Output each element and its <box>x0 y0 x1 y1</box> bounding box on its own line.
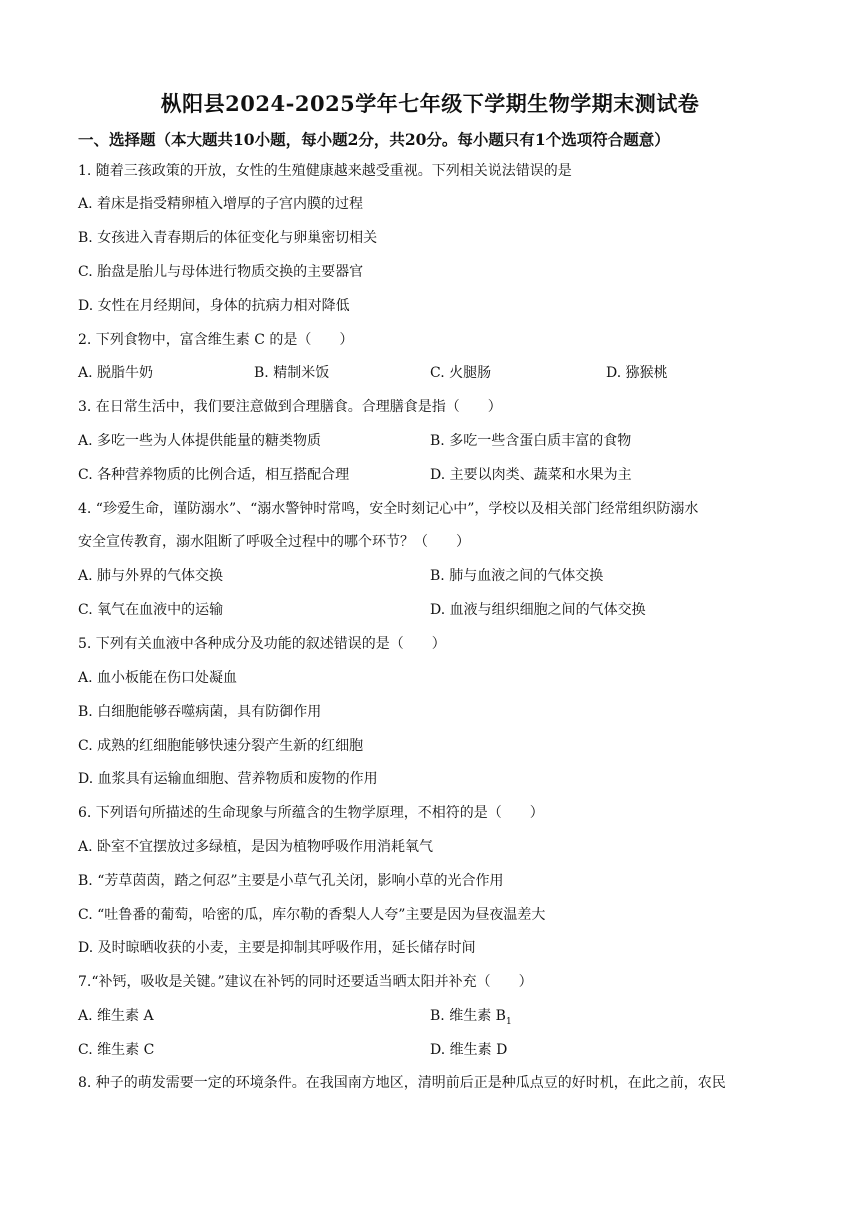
question-5-option-b: B. 白细胞能够吞噬病菌，具有防御作用 <box>78 704 322 720</box>
question-5-stem: 5. 下列有关血液中各种成分及功能的叙述错误的是（ ） <box>78 636 446 652</box>
question-2-option-c: C. 火腿肠 <box>430 365 492 381</box>
question-1-option-c: C. 胎盘是胎儿与母体进行物质交换的主要器官 <box>78 264 364 280</box>
question-3-option-c: C. 各种营养物质的比例合适，相互搭配合理 <box>78 467 350 483</box>
question-6-option-c: C. “吐鲁番的葡萄，哈密的瓜，库尔勒的香梨人人夸”主要是因为昼夜温差大 <box>78 907 546 923</box>
question-1-option-b: B. 女孩进入青春期后的体征变化与卵巢密切相关 <box>78 230 378 246</box>
question-2-option-d: D. 猕猴桃 <box>606 365 668 381</box>
question-1-option-d: D. 女性在月经期间，身体的抗病力相对降低 <box>78 298 350 314</box>
subscript: 1 <box>505 1016 512 1027</box>
question-6-option-b: B. “芳草茵茵，踏之何忍”主要是小草气孔关闭，影响小草的光合作用 <box>78 873 504 889</box>
page-title: 枞阳县2024-2025学年七年级下学期生物学期末测试卷 <box>160 91 700 116</box>
question-4-stem-line-2: 安全宣传教育，溺水阻断了呼吸全过程中的哪个环节？（ ） <box>78 534 470 550</box>
question-6-option-d: D. 及时晾晒收获的小麦，主要是抑制其呼吸作用，延长储存时间 <box>78 940 476 956</box>
question-4-option-b: B. 肺与血液之间的气体交换 <box>430 568 604 584</box>
question-6-option-a: A. 卧室不宜摆放过多绿植，是因为植物呼吸作用消耗氧气 <box>78 839 434 855</box>
question-3-option-b: B. 多吃一些含蛋白质丰富的食物 <box>430 433 632 449</box>
question-7-option-d: D. 维生素 D <box>430 1042 508 1058</box>
question-5-option-d: D. 血浆具有运输血细胞、营养物质和废物的作用 <box>78 771 378 787</box>
question-3-stem: 3. 在日常生活中，我们要注意做到合理膳食。合理膳食是指（ ） <box>78 399 502 415</box>
question-1-option-a: A. 着床是指受精卵植入增厚的子宫内膜的过程 <box>78 196 364 212</box>
question-4-option-c: C. 氧气在血液中的运输 <box>78 602 224 618</box>
question-7-option-c: C. 维生素 C <box>78 1042 155 1058</box>
question-2-stem: 2. 下列食物中，富含维生素 C 的是（ ） <box>78 332 354 348</box>
question-4-option-d: D. 血液与组织细胞之间的气体交换 <box>430 602 646 618</box>
question-6-stem: 6. 下列语句所描述的生命现象与所蕴含的生物学原理，不相符的是（ ） <box>78 805 544 821</box>
question-4-option-a: A. 肺与外界的气体交换 <box>78 568 224 584</box>
question-2-option-b: B. 精制米饭 <box>254 365 330 381</box>
question-7-option-b <box>430 1005 512 1027</box>
question-7-option-a: A. 维生素 A <box>78 1008 154 1024</box>
question-1-stem: 1. 随着三孩政策的开放，女性的生殖健康越来越受重视。下列相关说法错误的是 <box>78 163 572 179</box>
section-heading: 一、选择题（本大题共10小题，每小题2分，共20分。每小题只有1个选项符合题意） <box>78 130 670 149</box>
question-5-option-c: C. 成熟的红细胞能够快速分裂产生新的红细胞 <box>78 738 364 754</box>
question-3-option-d: D. 主要以肉类、蔬菜和水果为主 <box>430 467 632 483</box>
question-5-option-a: A. 血小板能在伤口处凝血 <box>78 670 238 686</box>
question-3-option-a: A. 多吃一些为人体提供能量的糖类物质 <box>78 433 322 449</box>
question-7-stem: 7.“补钙，吸收是关键。”建议在补钙的同时还要适当晒太阳并补充（ ） <box>78 974 533 990</box>
question-8-stem: 8. 种子的萌发需要一定的环境条件。在我国南方地区，清明前后正是种瓜点豆的好时机，在此之前，农民 <box>78 1075 726 1091</box>
question-4-stem-line-1: 4. “珍爱生命，谨防溺水”、“溺水警钟时常鸣，安全时刻记心中”，学校以及相关部门经常组织防溺水 <box>78 501 699 517</box>
question-7-option-b-text: B. 维生素 B <box>430 1008 506 1024</box>
question-2-option-a: A. 脱脂牛奶 <box>78 365 154 381</box>
